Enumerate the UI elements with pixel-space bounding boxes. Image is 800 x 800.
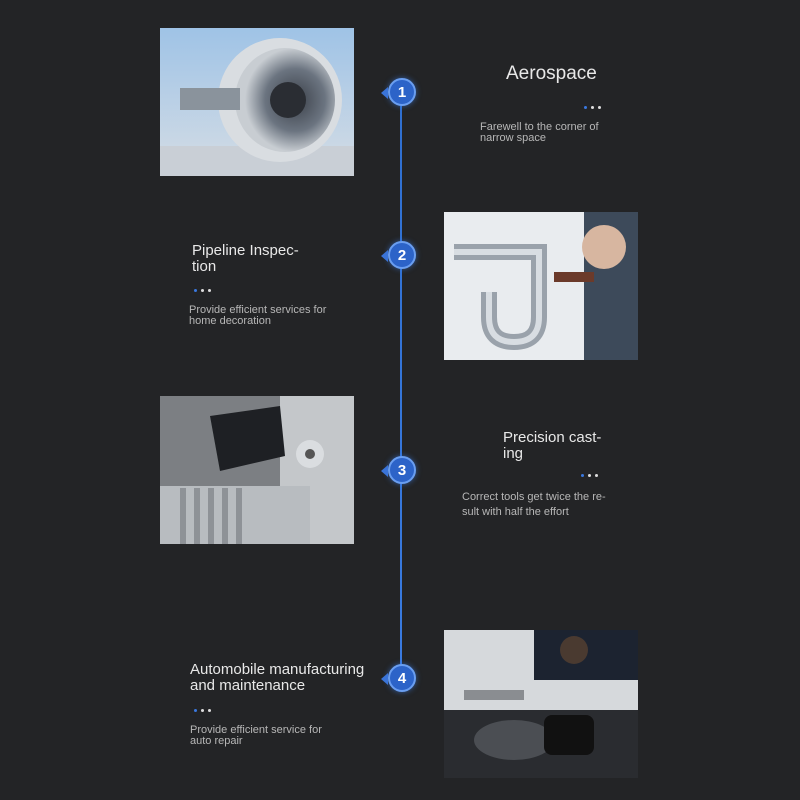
dots-decoration [194,709,211,712]
step-3-marker: 3 [388,456,416,484]
aerospace-photo [160,28,354,176]
timeline-line [400,90,402,678]
dots-decoration [194,289,211,292]
precision-casting-title: Precision cast- ing [503,429,602,462]
pipeline-title: Pipeline Inspec- tion [192,242,299,275]
aerospace-title: Aerospace [506,63,597,84]
precision-casting-description: Correct tools get twice the re- sult with half the effort [462,491,606,518]
automobile-description: Provide efficient service for auto repair [190,724,322,747]
dots-decoration [584,106,601,109]
step-2-marker: 2 [388,241,416,269]
automobile-title: Automobile manufacturing and maintenance [190,661,365,694]
dots-decoration [581,474,598,477]
automobile-photo [444,630,638,778]
aerospace-description: Farewell to the corner of narrow space [480,121,599,144]
pipeline-description: Provide efficient services for home decoration [189,304,327,327]
precision-casting-photo [160,396,354,544]
step-4-marker: 4 [388,664,416,692]
step-1-marker: 1 [388,78,416,106]
pipeline-photo [444,212,638,360]
